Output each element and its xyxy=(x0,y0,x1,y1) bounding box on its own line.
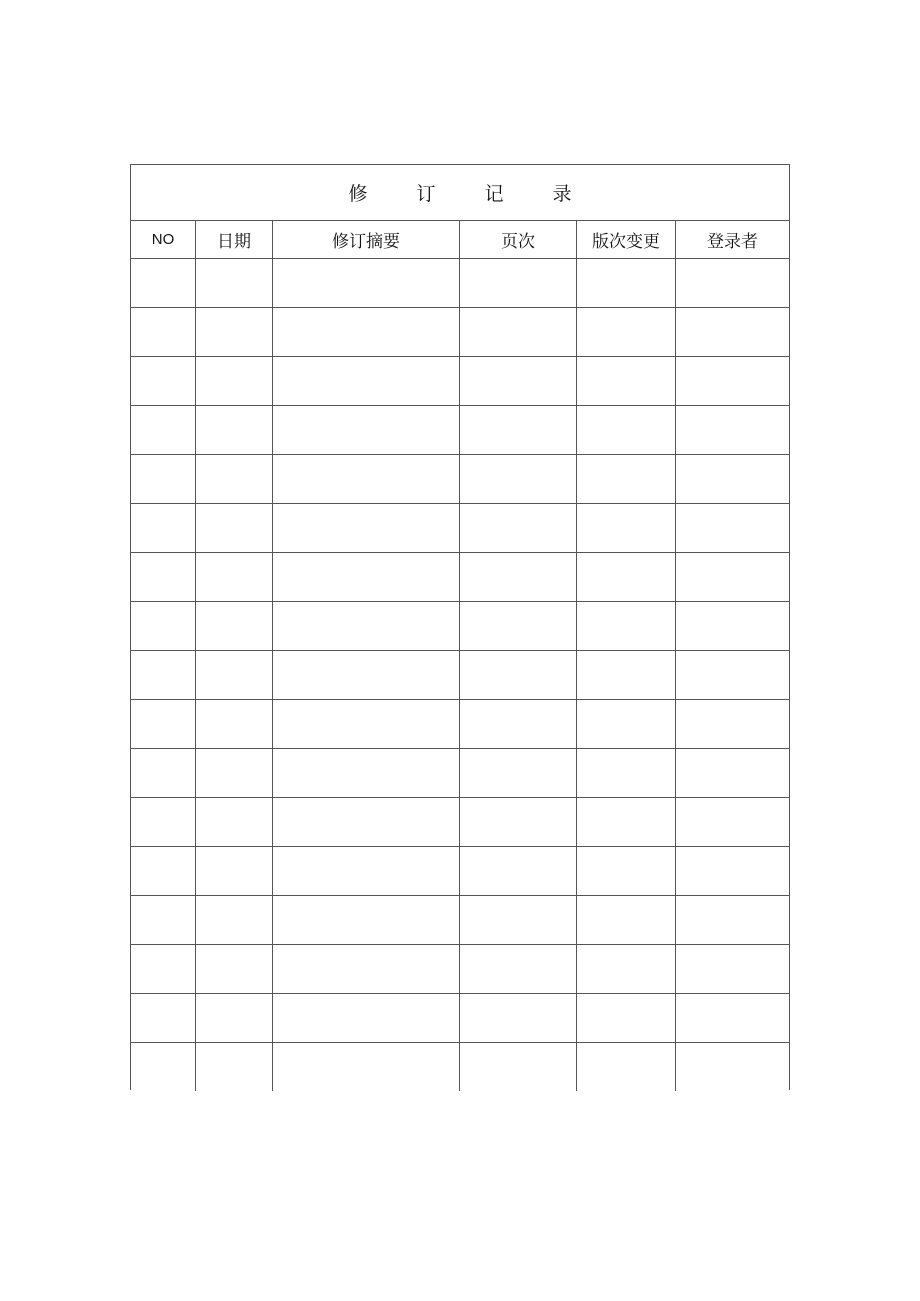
table-cell-summary xyxy=(273,798,460,846)
column-header-version-change: 版次变更 xyxy=(577,221,676,258)
table-cell-no xyxy=(131,504,196,552)
table-cell-recorder xyxy=(676,749,789,797)
revision-record-table xyxy=(130,164,790,1090)
table-cell-version-change xyxy=(577,749,676,797)
table-row xyxy=(131,798,789,847)
table-cell-summary xyxy=(273,553,460,601)
table-cell-page xyxy=(460,259,577,307)
table-cell-page xyxy=(460,602,577,650)
table-body xyxy=(131,259,789,1091)
table-cell-no xyxy=(131,308,196,356)
table-cell-summary xyxy=(273,357,460,405)
table-cell-recorder xyxy=(676,700,789,748)
table-row xyxy=(131,700,789,749)
table-cell-version-change xyxy=(577,700,676,748)
table-cell-date xyxy=(196,749,273,797)
title-char: 修 xyxy=(348,183,368,205)
table-cell-no xyxy=(131,896,196,944)
table-cell-version-change xyxy=(577,504,676,552)
table-cell-page xyxy=(460,798,577,846)
table-cell-date xyxy=(196,798,273,846)
table-row xyxy=(131,406,789,455)
table-cell-recorder xyxy=(676,602,789,650)
column-header-no: NO xyxy=(131,221,196,258)
table-cell-page xyxy=(460,406,577,454)
table-row xyxy=(131,896,789,945)
table-cell-no xyxy=(131,651,196,699)
table-cell-recorder xyxy=(676,357,789,405)
table-row xyxy=(131,651,789,700)
table-cell-summary xyxy=(273,700,460,748)
table-cell-summary xyxy=(273,994,460,1042)
table-cell-summary xyxy=(273,896,460,944)
table-cell-summary xyxy=(273,455,460,503)
table-header-row xyxy=(131,221,789,259)
table-cell-page xyxy=(460,847,577,895)
table-row xyxy=(131,749,789,798)
table-cell-no xyxy=(131,455,196,503)
table-cell-date xyxy=(196,308,273,356)
table-cell-no xyxy=(131,749,196,797)
table-cell-version-change xyxy=(577,406,676,454)
table-cell-no xyxy=(131,1043,196,1091)
table-cell-recorder xyxy=(676,504,789,552)
table-cell-page xyxy=(460,994,577,1042)
table-cell-summary xyxy=(273,406,460,454)
table-cell-date xyxy=(196,700,273,748)
table-cell-date xyxy=(196,553,273,601)
table-cell-page xyxy=(460,749,577,797)
table-cell-page xyxy=(460,357,577,405)
table-cell-no xyxy=(131,406,196,454)
table-cell-recorder xyxy=(676,896,789,944)
table-cell-version-change xyxy=(577,602,676,650)
table-cell-no xyxy=(131,945,196,993)
table-cell-version-change xyxy=(577,308,676,356)
table-row xyxy=(131,504,789,553)
table-row xyxy=(131,553,789,602)
table-cell-recorder xyxy=(676,259,789,307)
table-cell-recorder xyxy=(676,798,789,846)
table-cell-summary xyxy=(273,259,460,307)
table-cell-recorder xyxy=(676,945,789,993)
title-char: 录 xyxy=(552,183,572,205)
column-header-page: 页次 xyxy=(460,221,577,258)
table-cell-page xyxy=(460,651,577,699)
table-cell-date xyxy=(196,994,273,1042)
table-cell-no xyxy=(131,259,196,307)
table-cell-recorder xyxy=(676,406,789,454)
title-char: 记 xyxy=(484,183,504,205)
table-cell-no xyxy=(131,847,196,895)
title-char: 订 xyxy=(416,183,436,205)
table-cell-date xyxy=(196,651,273,699)
table-row xyxy=(131,455,789,504)
table-cell-date xyxy=(196,406,273,454)
table-cell-no xyxy=(131,602,196,650)
table-row xyxy=(131,1043,789,1091)
table-cell-recorder xyxy=(676,847,789,895)
table-cell-version-change xyxy=(577,847,676,895)
table-row xyxy=(131,308,789,357)
table-cell-recorder xyxy=(676,651,789,699)
table-cell-no xyxy=(131,798,196,846)
table-grid xyxy=(131,221,789,1091)
column-header-recorder: 登录者 xyxy=(707,232,758,252)
table-cell-page xyxy=(460,308,577,356)
table-cell-no xyxy=(131,700,196,748)
table-cell-no xyxy=(131,553,196,601)
table-cell-recorder xyxy=(676,553,789,601)
table-cell-page xyxy=(460,945,577,993)
table-row xyxy=(131,994,789,1043)
table-cell-date xyxy=(196,504,273,552)
table-cell-summary xyxy=(273,945,460,993)
table-cell-date xyxy=(196,602,273,650)
table-cell-recorder xyxy=(676,308,789,356)
table-row xyxy=(131,945,789,994)
table-cell-recorder xyxy=(676,455,789,503)
table-cell-page xyxy=(460,455,577,503)
table-cell-date xyxy=(196,1043,273,1091)
table-cell-date xyxy=(196,259,273,307)
table-cell-recorder xyxy=(676,994,789,1042)
column-header-summary: 修订摘要 xyxy=(273,221,460,258)
table-cell-no xyxy=(131,994,196,1042)
table-cell-version-change xyxy=(577,945,676,993)
table-cell-version-change xyxy=(577,553,676,601)
table-cell-version-change xyxy=(577,651,676,699)
table-cell-summary xyxy=(273,651,460,699)
table-cell-page xyxy=(460,1043,577,1091)
table-cell-summary xyxy=(273,749,460,797)
table-cell-date xyxy=(196,357,273,405)
table-cell-date xyxy=(196,455,273,503)
table-cell-version-change xyxy=(577,896,676,944)
table-cell-version-change xyxy=(577,1043,676,1091)
table-title xyxy=(131,165,789,221)
table-cell-date xyxy=(196,896,273,944)
table-cell-recorder xyxy=(676,1043,789,1091)
table-cell-summary xyxy=(273,602,460,650)
table-cell-summary xyxy=(273,1043,460,1091)
column-header-date: 日期 xyxy=(196,221,273,258)
table-cell-version-change xyxy=(577,357,676,405)
table-cell-summary xyxy=(273,847,460,895)
table-cell-summary xyxy=(273,308,460,356)
table-cell-version-change xyxy=(577,259,676,307)
table-cell-version-change xyxy=(577,798,676,846)
table-cell-page xyxy=(460,504,577,552)
table-cell-page xyxy=(460,896,577,944)
table-cell-no xyxy=(131,357,196,405)
table-cell-version-change xyxy=(577,994,676,1042)
table-cell-date xyxy=(196,847,273,895)
table-row xyxy=(131,357,789,406)
table-cell-page xyxy=(460,700,577,748)
table-cell-page xyxy=(460,553,577,601)
table-cell-version-change xyxy=(577,455,676,503)
table-cell-summary xyxy=(273,504,460,552)
table-cell-date xyxy=(196,945,273,993)
table-row xyxy=(131,602,789,651)
table-row xyxy=(131,259,789,308)
table-row xyxy=(131,847,789,896)
